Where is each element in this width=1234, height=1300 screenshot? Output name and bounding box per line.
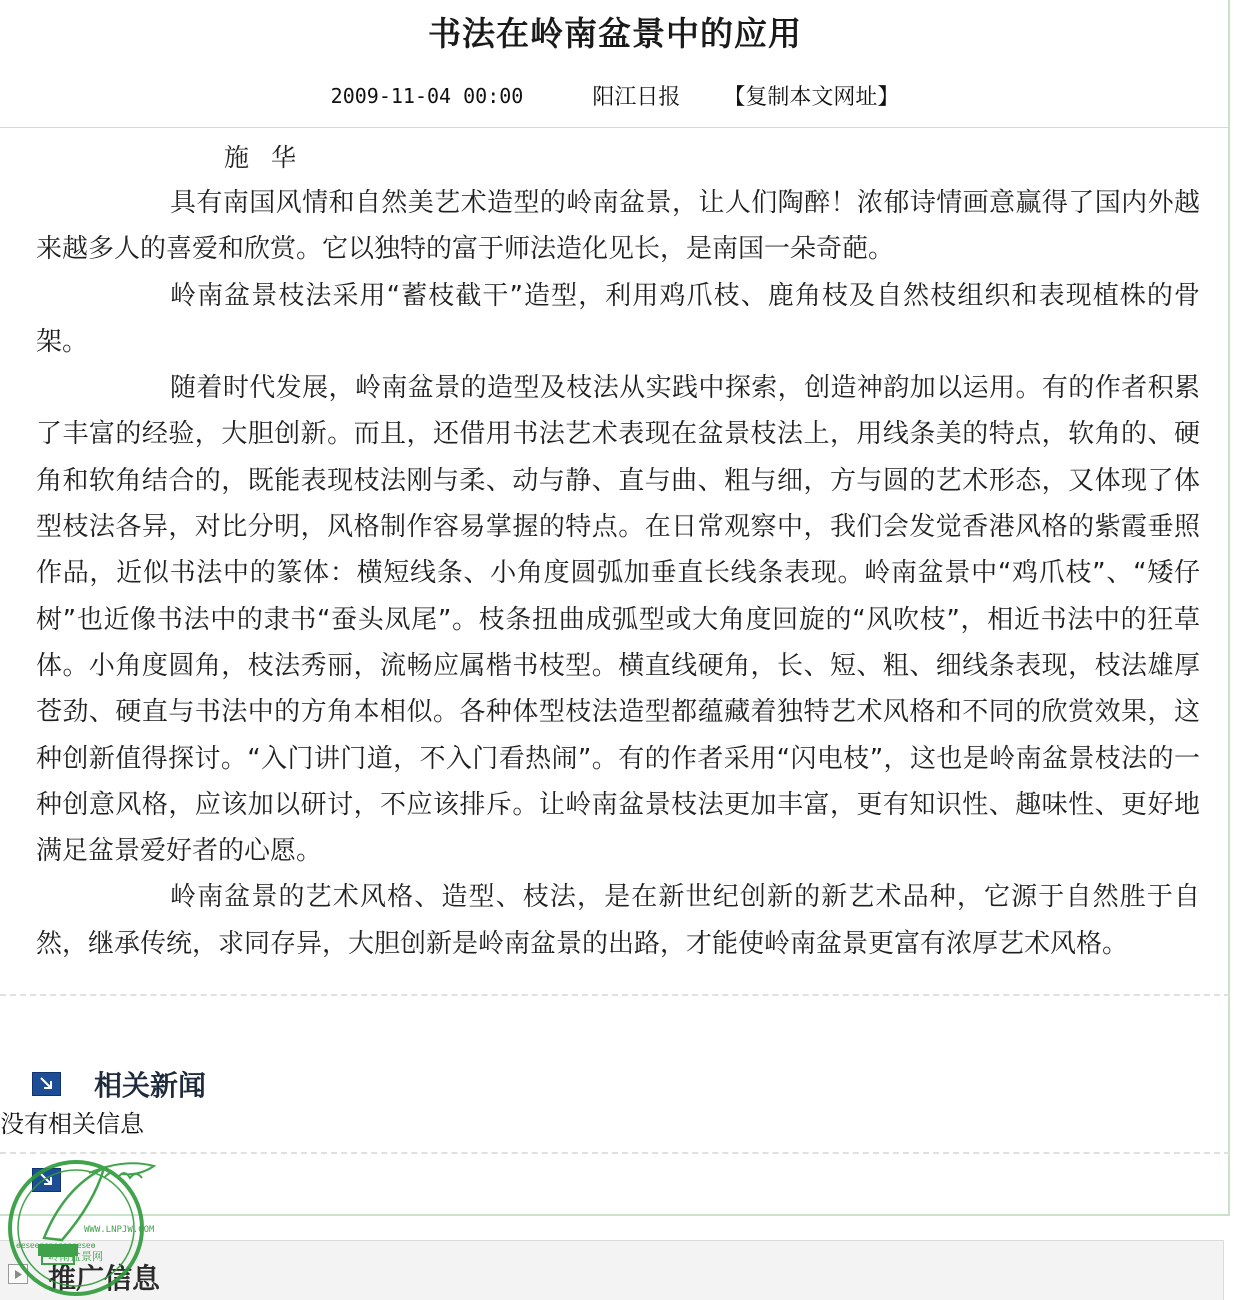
title-divider: [0, 127, 1230, 128]
paragraph-4: 岭南盆景的艺术风格、造型、枝法，是在新世纪创新的新艺术品种，它源于自然胜于自然，继承传统，求同存异，大胆创新是岭南盆景的出路，才能使岭南盆景更富有浓厚艺术风格。: [36, 882, 1200, 959]
article-body: [36, 180, 1200, 967]
article-title: 书法在岭南盆景中的应用: [428, 14, 802, 53]
watermark-cn: 岭南盆景网: [48, 1250, 103, 1263]
promo-title: 推广信息: [48, 1262, 161, 1295]
arrow-down-right-icon: [32, 1072, 61, 1096]
no-related-info: 没有相关信息: [0, 1110, 144, 1138]
divider-dashed: [0, 994, 1230, 996]
divider-dashed-2: [0, 1152, 1230, 1154]
svg-text:ѳɐsɐѳɐsɐѳɐsɐѳɐsɐѳ: ѳɐsɐѳɐsɐѳɐsɐѳɐsɐѳ: [16, 1241, 96, 1250]
article-meta: [0, 80, 1230, 111]
copy-url-link[interactable]: 【复制本文网址】: [723, 85, 900, 110]
related-news-title: 相关新闻: [94, 1069, 207, 1102]
paragraph-3: 随着时代发展，岭南盆景的造型及枝法从实践中探索，创造神韵加以运用。有的作者积累了丰富的经验，大胆创新。而且，还借用书法艺术表现在盆景枝法上，用线条美的特点，软角的、硬角和软角结合的，既能表现枝法刚与柔、动与静、直与曲、粗与细，方与圆的艺术形态，又体现了体型枝法各异，对比分明，风格制作容易掌握的特点。在日常观察中，我们会发觉香港风格的紫霞垂照作品，近似书法中的篆体：横短线条、小角度圆弧加垂直长线条表现。岭南盆景中“鸡爪枝”、“矮仔树”也近像书法中的隶书“蚕头凤尾”。枝条扭曲成弧型或大角度回旋的“风吹枝”，相近书法中的狂草体。小角度圆角，枝法秀丽，流畅应属楷书枝型。横直线硬角，长、短、粗、细线条表现，枝法雄厚苍劲、硬直与书法中的方角本相似。各种体型枝法造型都蕴藏着独特艺术风格和不同的欣赏效果，这种创新值得探讨。“入门讲门道，不入门看热闹”。有的作者采用“闪电枝”，这也是岭南盆景枝法的一种创意风格，应该加以研讨，不应该排斥。让岭南盆景枝法更加丰富，更有知识性、趣味性、更好地满足盆景爱好者的心愿。: [36, 373, 1200, 867]
watermark-url: WWW.LNPJW.COM: [84, 1225, 155, 1235]
paragraph-1: 具有南国风情和自然美艺术造型的岭南盆景，让人们陶醉！浓郁诗情画意赢得了国内外越来越多人的喜爱和欣赏。它以独特的富于师法造化见长，是南国一朵奇葩。: [36, 188, 1200, 265]
site-logo-watermark: [4, 1148, 184, 1300]
article-source: 阳江日报: [592, 85, 681, 110]
related-news-header: [32, 1064, 206, 1104]
author-name: 施华: [224, 143, 319, 172]
paragraph-2: 岭南盆景枝法采用“蓄枝截干”造型，利用鸡爪枝、鹿角枝及自然枝组织和表现植株的骨架。: [36, 280, 1200, 357]
publish-date: 2009-11-04 00:00: [330, 83, 524, 108]
